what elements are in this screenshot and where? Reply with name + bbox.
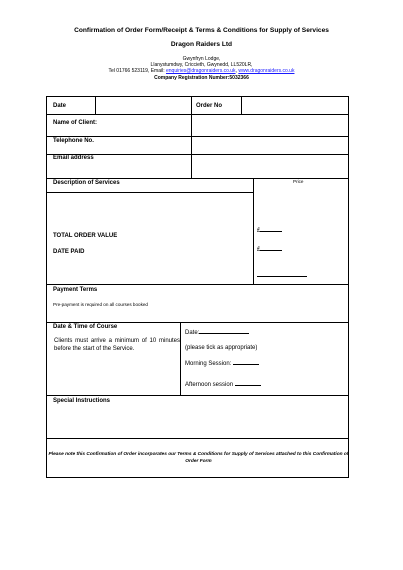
order-form (46, 96, 349, 478)
row-divider (47, 438, 348, 439)
email-label: Email address (53, 155, 94, 161)
row-divider (47, 114, 348, 115)
course-date-field[interactable] (185, 330, 249, 336)
payment-terms-text: Pre-payment is required on all courses booked (53, 302, 148, 307)
date-label: Date (53, 103, 67, 109)
afternoon-session-label: Afternoon session (185, 382, 234, 388)
total-order-label: TOTAL ORDER VALUE (53, 233, 118, 239)
address-line-1: Gwynfryn Lodge, (182, 56, 221, 62)
row-divider (47, 395, 348, 396)
tick-instruction: (please tick as appropriate) (185, 345, 258, 351)
blank-line (260, 231, 282, 232)
client-name-label: Name of Client: (53, 120, 98, 126)
price-label: Price (293, 179, 304, 184)
paid-amount-field[interactable] (257, 247, 282, 253)
address-line-2: Llanystumdwy, Criccieth, Gwynedd, LL520LR, (150, 62, 253, 68)
morning-session-field[interactable] (185, 361, 259, 367)
pound-symbol: £ (257, 228, 261, 234)
date-paid-label: DATE PAID (53, 249, 85, 255)
web-link[interactable]: www.dragonraiders.co.uk (238, 68, 295, 74)
course-arrival-text: Clients must arrive a minimum of 10 minutes before the start of the Service. (54, 338, 180, 352)
email-link[interactable]: enquiries@dragonraiders.co.uk (165, 68, 236, 74)
order-no-label: Order No (196, 103, 223, 109)
contact-prefix: Tel 01766 523119, Email: (108, 68, 166, 74)
payment-terms-label: Payment Terms (53, 287, 98, 293)
blank-line (260, 250, 282, 251)
date-paid-field[interactable] (257, 273, 307, 279)
contact-line: Tel 01766 523119, Email: enquiries@dragonraiders.co.uk, www.dragonraiders.co.uk (108, 68, 295, 74)
blank-line (235, 385, 261, 386)
afternoon-session-field[interactable] (185, 382, 261, 388)
row-divider (47, 322, 348, 323)
col-divider (180, 322, 181, 395)
services-label: Description of Services (53, 180, 120, 186)
telephone-label: Telephone No. (53, 138, 94, 144)
col-divider (241, 97, 242, 114)
row-divider (47, 284, 348, 285)
registration-number: Company Registration Number:5032366 (154, 75, 249, 81)
document-title: Confirmation of Order Form/Receipt & Terms & Conditions for Supply of Services (74, 27, 329, 34)
morning-session-label: Morning Session: (185, 361, 232, 367)
row-divider (47, 192, 253, 193)
course-date-label: Date: (185, 330, 200, 336)
course-label: Date & Time of Course (53, 324, 118, 330)
company-name: Dragon Raiders Ltd (170, 41, 233, 48)
terms-note: Please note this Confirmation of Order incorporates our Terms & Conditions for Supply of Services attached to this Confirmation of Order Form (48, 452, 349, 464)
total-amount-field[interactable] (257, 228, 282, 234)
col-divider (95, 97, 96, 114)
col-divider (253, 178, 254, 284)
pound-symbol: £ (257, 247, 261, 253)
blank-line (257, 276, 307, 277)
blank-line (199, 333, 249, 334)
col-divider (191, 97, 192, 178)
row-divider (47, 136, 348, 137)
special-instructions-label: Special Instructions (53, 398, 111, 404)
blank-line (233, 364, 259, 365)
